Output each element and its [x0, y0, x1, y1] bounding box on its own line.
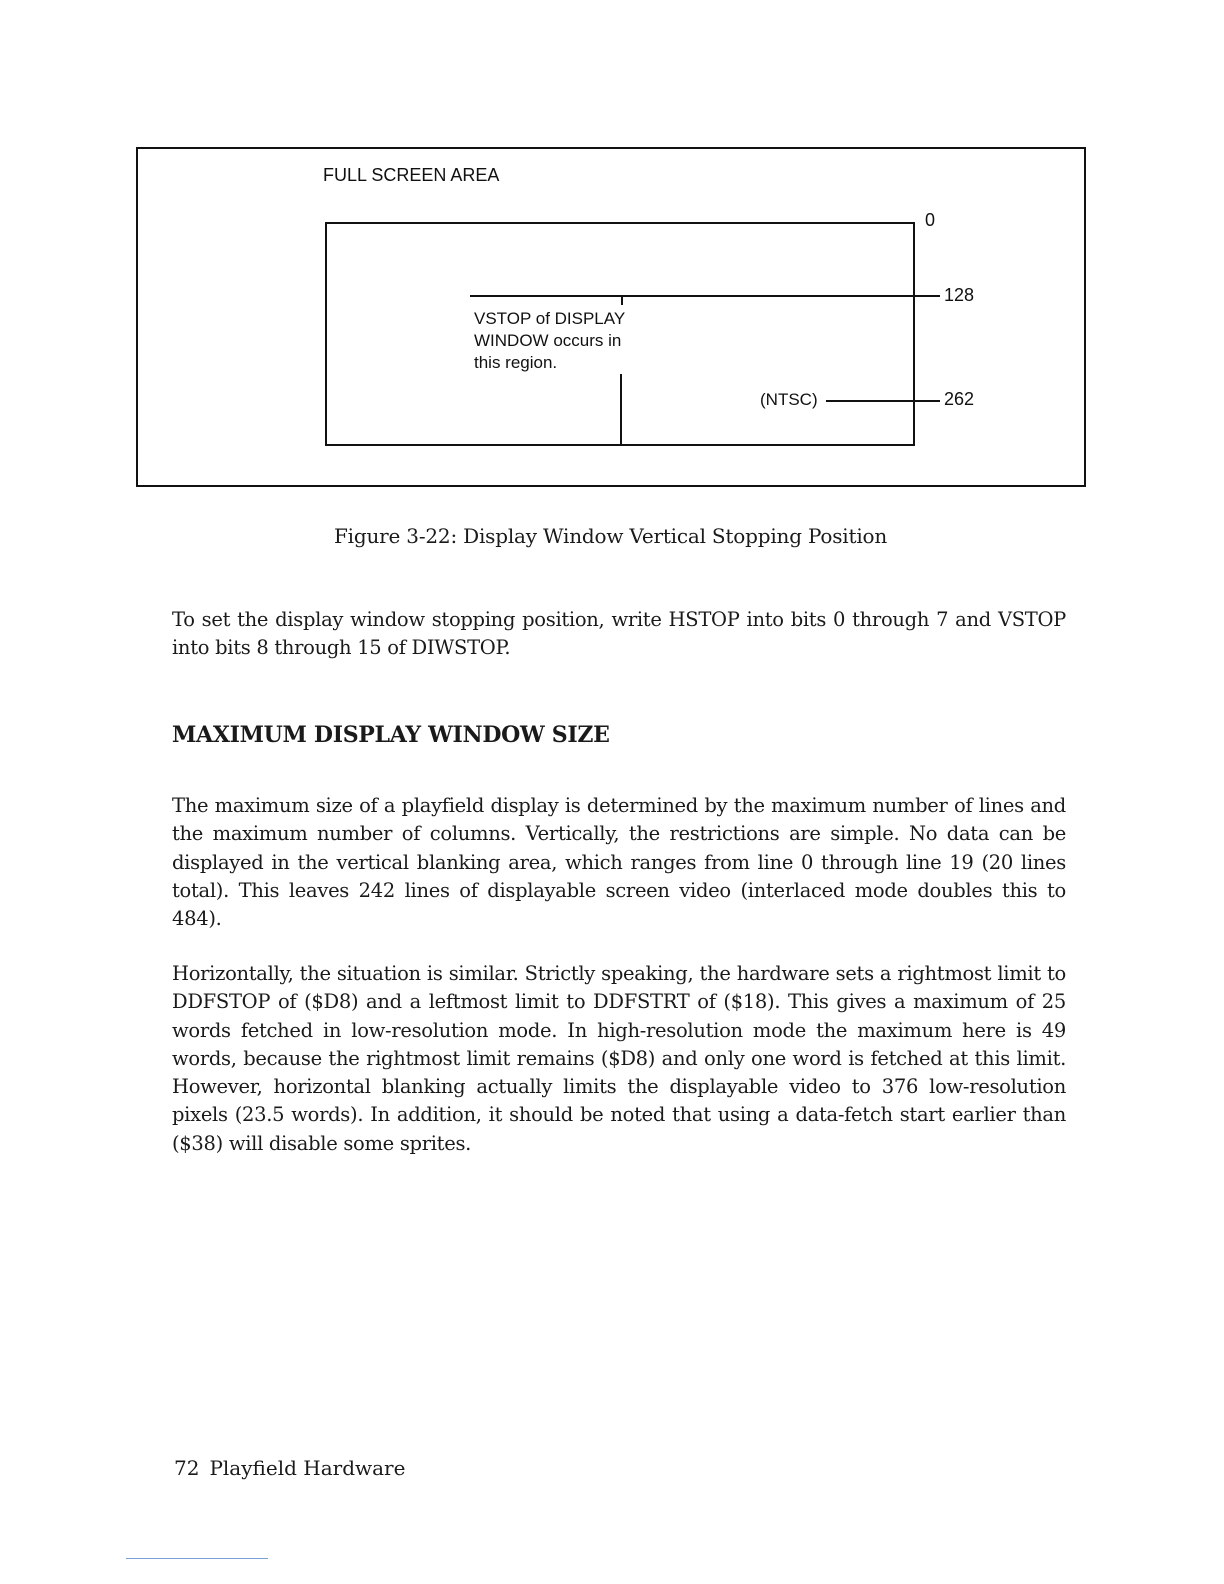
paragraph-stopping-position: To set the display window stopping position, write HSTOP into bits 0 through 7 and VSTOP into bits 8 through 15 of DIWSTOP.	[172, 608, 1066, 660]
footer-section: Playfield Hardware	[209, 1456, 406, 1480]
bottom-rule	[126, 1558, 268, 1559]
line-262	[826, 400, 940, 402]
line-128	[470, 295, 940, 297]
region-note-line-2: WINDOW occurs in	[474, 331, 622, 350]
figure-caption: Figure 3-22: Display Window Vertical Stopping Position	[334, 524, 888, 548]
scale-label-128: 128	[944, 285, 975, 305]
paragraph-horizontal-limits: Horizontally, the situation is similar. Strictly speaking, the hardware sets a rightmost limit to DDFSTOP of ($D8) and a leftmost limit to DDFSTRT of ($18). This gives a maximum of 25 words fetched in low-resolution mode. In high-resolution mode the maximum here is 49 words, because the rightmost limit remains ($D8) and only one word is fetched at this limit. However, horizontal blanking actually limits the displayable video to 376 low-resolution pixels (23.5 words). In addition, it should be noted that using a data-fetch start earlier than ($38) will disable some sprites.	[172, 962, 1066, 1155]
region-note-line-3: this region.	[474, 353, 558, 372]
ntsc-label: (NTSC)	[760, 390, 818, 409]
region-note-line-1: VSTOP of DISPLAY	[474, 309, 626, 328]
region-divider-line	[620, 374, 622, 446]
region-note	[474, 308, 625, 374]
section-heading: MAXIMUM DISPLAY WINDOW SIZE	[172, 722, 610, 748]
page-footer	[174, 1456, 405, 1480]
scale-label-262: 262	[944, 389, 975, 409]
full-screen-area-label: FULL SCREEN AREA	[323, 165, 500, 185]
paragraph-vertical-limits: The maximum size of a playfield display is determined by the maximum number of lines and the maximum number of columns. Vertically, the restrictions are simple. No data can be displayed in the vertical blanking area, which ranges from line 0 through line 19 (20 lines total). This leaves 242 lines of displayable screen video (interlaced mode doubles this to 484).	[172, 794, 1066, 931]
page-number: 72	[174, 1456, 200, 1480]
scale-label-0: 0	[925, 210, 936, 230]
line-128-tick	[621, 295, 623, 305]
